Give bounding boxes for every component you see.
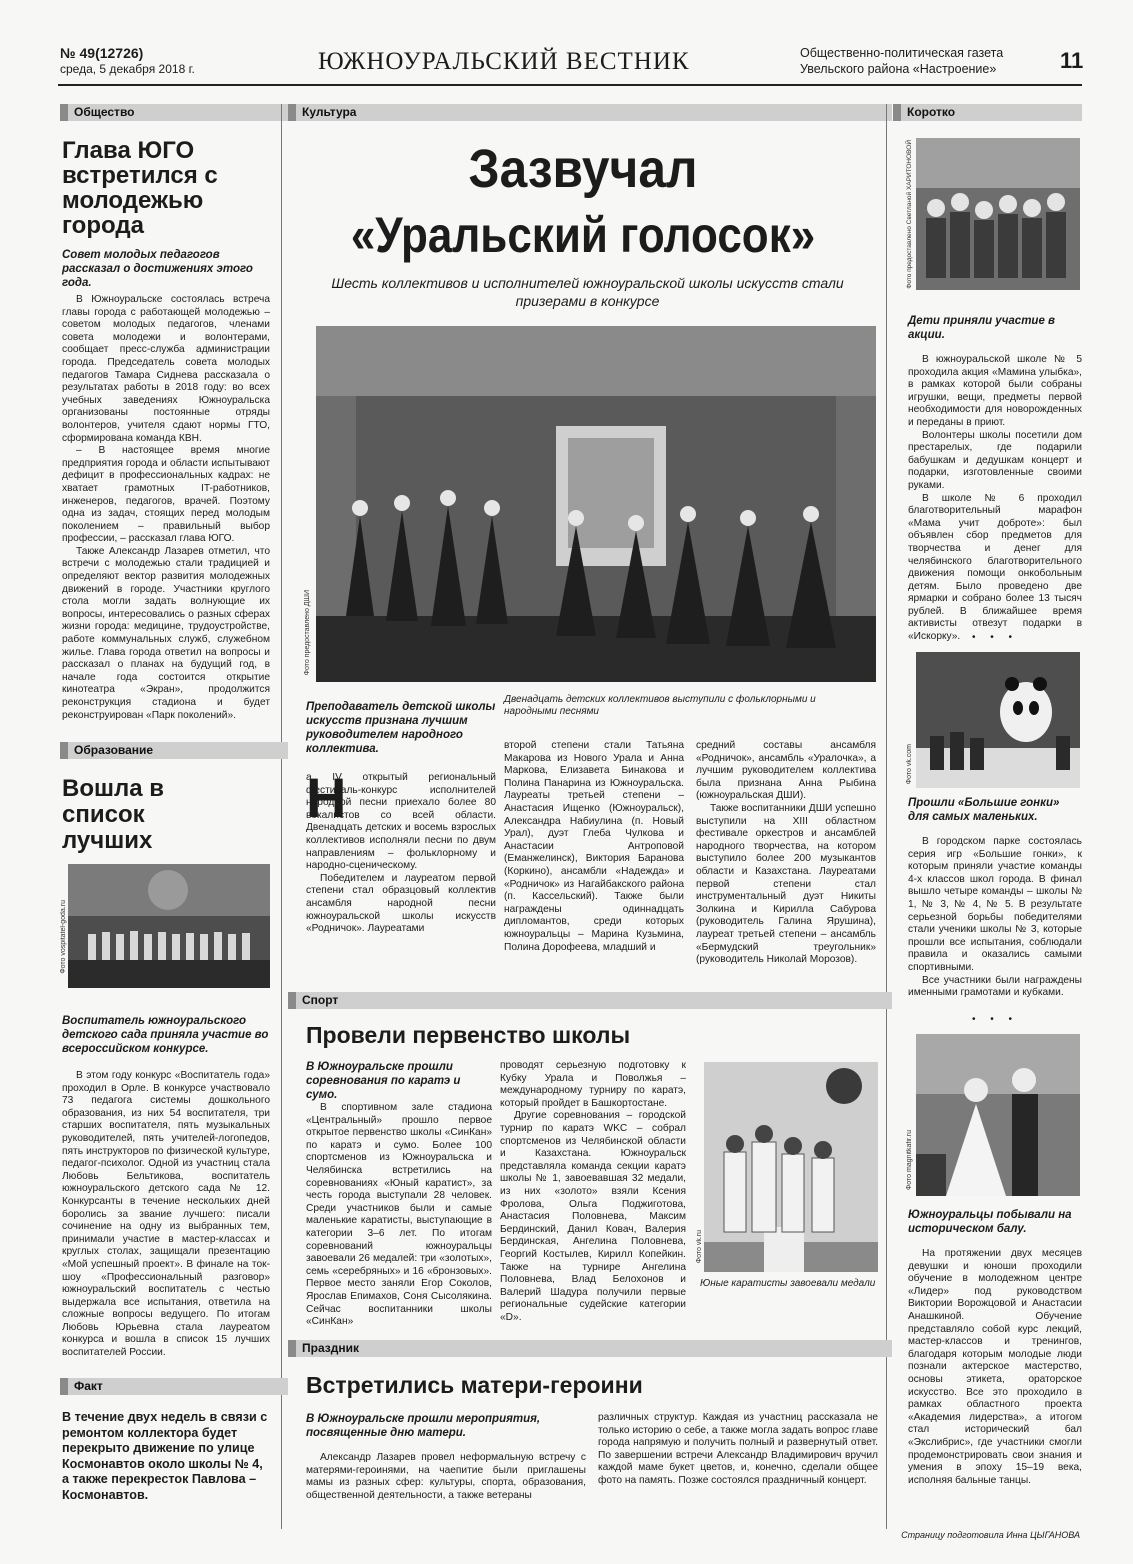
sport-photo bbox=[704, 1062, 878, 1272]
section-separator: • • • bbox=[971, 632, 1019, 643]
briefly-item1-lead-box bbox=[908, 314, 1080, 342]
education-lead-box bbox=[62, 1014, 270, 1056]
paragraph: Другие соревнования – городской турнир по каратэ WKC – собрал спортсменов из Челябинской области и Казахстана. Южноуральск представляла команда секции каратэ школы № 1, завоевавшая 32 медали, из них «золото» взяли Ксения Фролова, Ольга Поджиготова, Анастасия Половнева, Максим Бердинский, Данил Ковач, Валерия Бердинская, Ангелина Половнева, Георгий Костылев, Кирилл Копейкин. Также на турнире Ангелина Половнева, Влад Белохонов и Валерий Шадура получили первые региональные судейские категории «D». bbox=[500, 1110, 686, 1323]
culture-dropcap: Н bbox=[306, 766, 347, 829]
paragraph: Победителем и лауреатом первой степени стал образцовый коллектив ансамбля народной песни южноуральской школы искусств «Родничок». Лауреатами bbox=[306, 872, 496, 935]
paragraph: – В настоящее время многие предприятия города и области испытывают дефицит в профессиональных кадрах: не хватает грамотных IT-работников, инженеров, педагогов, врачей. Поэтому одна из задач, стоящих перед молодым поколением – правильный выбор профессии, – рассказал глава ЮГО. bbox=[62, 445, 270, 545]
culture-photo-caption: Двенадцать детских коллективов выступили с фольклорными и народными песнями bbox=[504, 694, 816, 717]
paragraph: Также Александр Лазарев отметил, что встречи с молодежью стали традицией и определяют вектор развития молодежных движений в городе. Участники круглого стола могли задать волнующие их вопросы, интересовались о разных сферах жизни города: медицине, трудоустройстве, работе коммунальных служб, служебном жилье. Глава города ответил на вопросы и рассказал о планах на будущий год, в начале года состоится открытие кинотеатра «Экран», продолжится реконструкция стадиона и будет реконструирован «Парк поколений». bbox=[62, 545, 270, 721]
header-rule bbox=[58, 84, 1082, 86]
rubric-briefly: Коротко bbox=[893, 104, 1082, 121]
column-divider bbox=[281, 104, 282, 1529]
paragraph: В этом году конкурс «Воспитатель года» проходил в Орле. В конкурсе участвовало 73 педагога системы дошкольного образования, из них 54 воспитателя, три старших воспитателя, пять музыкальных руководителей, пять учителей-логопедов, пять инструкторов по физической культуре, педагог-психолог. Одной из участниц стала Любовь Бельтикова, воспитатель южноуральского детского сада № 12. Конкурсанты в течение нескольких дней боролись за звание лучшего: писали сочинение на одну из выбранных тем, принимали участие в мастер-классах и круглых столах, защищали презентацию «Мой успешный проект». В финале на ток-шоу «Профессиональный разговор» южноуральский воспитатель с честью выдержала все испытания, ответила на сложные вопросы ведущего. По итогам Любовь Юрьевна стала лауреатом конкурса и вошла в список 15 лучших воспитателей России. bbox=[62, 1070, 270, 1359]
education-lead: Воспитатель южноуральского детского сада приняла участие во всероссийском конкурсе. bbox=[62, 1015, 269, 1055]
section-separator: • • • bbox=[971, 1014, 1019, 1025]
paragraph: Все участники были награждены именными грамотами и кубками. bbox=[908, 974, 1082, 999]
issue-number: № 49(12726) bbox=[60, 45, 144, 61]
culture-col2 bbox=[504, 740, 684, 954]
paper-desc-line2: Увельского района «Настроение» bbox=[800, 62, 997, 76]
panda-mascot-photo-graphic bbox=[916, 652, 1080, 788]
society-lead-box bbox=[62, 248, 270, 290]
holiday-col2 bbox=[598, 1412, 878, 1488]
briefly-photo1 bbox=[916, 138, 1080, 290]
historical-ball-photo-graphic bbox=[916, 1034, 1080, 1196]
paragraph: На протяжении двух месяцев девушки и юноши проходили обучение в молодежном центре «Лидер» под руководством Виктории Ворожцовой и Анастасии Анашкиной. Обучение представляло собой курс лекций, мастер-классов и тренингов, благодаря которым молодые люди познали актерское мастерство, основы этикета, ораторское искусство. Все это проходило в рамках областного проекта «Академия лидерства», а итогом стал исторический бал «Экслибрис», где участники смогли продемонстрировать свои знания и умения в эпоху 15–19 века, исполняя бальные танцы. bbox=[908, 1248, 1082, 1486]
rubric-society: Общество bbox=[60, 104, 288, 121]
paragraph: В Южноуральске состоялась встреча главы города с работающей молодежью – советом молодых педагогов, членами совета молодежи и волонтерами, сообщает пресс-служба администрации города. Председатель совета молодых педагогов Тамара Сиднева рассказала о результатах работы в 2018 году: во всех учебных заведениях Южноуральска организованы постоянные отряды волонтеров, учителя сдают нормы ГТО, сформирована команда КВН. bbox=[62, 294, 270, 444]
briefly-photo3 bbox=[916, 1034, 1080, 1196]
culture-headline-line2: «Уральский голосок» bbox=[350, 207, 816, 263]
briefly-item1-lead: Дети приняли участие в акции. bbox=[908, 315, 1055, 341]
education-headline: Вошла в список лучших bbox=[62, 775, 165, 854]
page-number: 11 bbox=[1060, 48, 1084, 73]
education-photo bbox=[68, 864, 270, 988]
sport-col2 bbox=[500, 1060, 686, 1324]
paragraph: Также воспитанники ДШИ успешно выступили на XIII областном фестивале оркестров и ансамблей народного творчества, на котором выступило более 200 музыкантов области и Казахстана. Лауреатами первой степени стал инструментальный дуэт Никиты Золкина и Кирилла Сабурова (руководитель Галина Ярушина), лауреат третьей степени – ансамбль «Бермудский треугольник» (руководитель Николай Морозов). bbox=[696, 802, 876, 966]
culture-col1 bbox=[306, 766, 496, 936]
paragraph: проводят серьезную подготовку к Кубку Урала и Поволжья – международному турниру по каратэ, который пройдет в Башкортостане. bbox=[500, 1060, 686, 1109]
rubric-sport: Спорт bbox=[288, 992, 892, 1009]
paragraph: Волонтеры школы посетили дом престарелых, где подарили бабушкам и дедушкам концерт и подарки, изготовленные своими руками. bbox=[908, 429, 1082, 491]
briefly-item2-lead-box bbox=[908, 796, 1082, 824]
briefly-photo3-credit: Фото magnitkafir.ru bbox=[906, 1130, 913, 1191]
holiday-lead-box bbox=[306, 1412, 586, 1440]
culture-subhead: Шесть коллективов и исполнителей южноуральской школы искусств стали призерами в конкурсе bbox=[331, 275, 844, 309]
sport-lead-box bbox=[306, 1060, 492, 1102]
sport-col1 bbox=[306, 1102, 492, 1329]
culture-headline-line1: Зазвучал bbox=[468, 139, 698, 199]
culture-lead: Преподаватель детской школы искусств признана лучшим руководителем народного коллектива. bbox=[306, 701, 496, 755]
briefly-photo1-credit: Фото предоставлено Светланой ХАРИТОНОВОЙ bbox=[906, 140, 913, 289]
stage-photo-graphic bbox=[68, 864, 270, 988]
briefly-item3-lead-box bbox=[908, 1208, 1082, 1236]
paper-desc-line1: Общественно-политическая газета bbox=[800, 46, 1004, 60]
paragraph: В школе № 6 проходил благотворительный марафон «Мама учит доброте»: был объявлен сбор предметов для творчества и денег для челябинского благотворительного движения помощи онкобольным детям. Было проведено две ярмарки и собрано более 13 тысяч рублей. В ближайшее время активисты отвезут подарки в «Искорку». bbox=[908, 492, 1082, 643]
rubric-holiday: Праздник bbox=[288, 1340, 892, 1357]
paragraph: В городском парке состоялась серия игр «Большие гонки», к которым приняли участие команды 4-х классов школ города. В финал вышло четыре команды – школы № 1, № 3, № 4, № 5. В результате серьезной борьбы победителями стали ученики школы № 3, которые прошли все испытания, соблюдали правила и оказались самыми спортивными. bbox=[908, 836, 1082, 973]
issue-date: среда, 5 декабря 2018 г. bbox=[60, 62, 195, 76]
holiday-lead: В Южноуральске прошли мероприятия, посвященные дню матери. bbox=[306, 1413, 541, 1439]
briefly-item2-body bbox=[908, 836, 1082, 1000]
briefly-item2-lead: Прошли «Большие гонки» для самых маленьких. bbox=[908, 797, 1060, 823]
holiday-headline: Встретились матери-героини bbox=[306, 1372, 643, 1398]
sport-headline: Провели первенство школы bbox=[306, 1022, 631, 1048]
paragraph: различных структур. Каждая из участниц рассказала не только историю о себе, а также могла задать вопрос главе города напрямую и получить полный и развернутый ответ. По завершении встречи Александр Владимирович вручил каждой маме букет цветов, и, конечно, сделали общее фото на память. Позже состоялся праздничный концерт. bbox=[598, 1412, 878, 1486]
paragraph: Александр Лазарев провел неформальную встречу с матерями-героинями, на чаепитие были приглашены мамы из разных сфер: культуры, спорта, образования, общественной деятельности, а также ветераны bbox=[306, 1452, 586, 1501]
society-headline: Глава ЮГО встретился с молодежью города bbox=[62, 137, 218, 239]
briefly-item1-body bbox=[908, 354, 1082, 644]
paragraph: В спортивном зале стадиона «Центральный» прошло первое открытое первенство школы «СинКан» по каратэ и сумо. Более 100 спортсменов из Южноуральска и Челябинска встретились на соревнованиях «Юный каратист», за честь города выступали 28 человек. Среди участников были и самые маленькие каратисты, выступающие в категории 3–6 лет. По итогам соревнований южноуральцы завоевали 26 медалей: три «золотых», семь «серебряных» и 16 «бронзовых». Первое место заняли Егор Соколов, Ярослав Епимахов, Соня Сысолякина. Сейчас воспитанники школы «СинКан» bbox=[306, 1102, 492, 1328]
culture-photo bbox=[316, 326, 876, 682]
paper-title: ЮЖНОУРАЛЬСКИЙ ВЕСТНИК bbox=[318, 48, 690, 75]
sport-photo-caption: Юные каратисты завоевали медали bbox=[700, 1278, 876, 1289]
rubric-education: Образование bbox=[60, 742, 288, 759]
page-prepared-by: Страницу подготовила Инна ЦЫГАНОВА bbox=[901, 1530, 1080, 1540]
society-body bbox=[62, 294, 270, 722]
culture-lead-box bbox=[306, 700, 496, 756]
education-body bbox=[62, 1070, 270, 1360]
column-divider bbox=[886, 104, 887, 1529]
karate-podium-photo-graphic bbox=[704, 1062, 878, 1272]
holiday-col1 bbox=[306, 1452, 586, 1502]
culture-col3 bbox=[696, 740, 876, 967]
society-lead: Совет молодых педагогов рассказал о достижениях этого года. bbox=[62, 249, 253, 289]
briefly-photo2-credit: Фото vk.com bbox=[906, 744, 913, 785]
culture-photo-credit: Фото предоставлено ДШИ bbox=[304, 590, 311, 676]
briefly-item3-lead: Южноуральцы побывали на историческом балу. bbox=[908, 1209, 1072, 1235]
fact-text: В течение двух недель в связи с ремонтом коллектора будет перекрыто движение по улице Космонавтов около школы № 4, а также перекресток Павлова – Космонавтов. bbox=[62, 1410, 268, 1502]
folk-ensemble-photo-graphic bbox=[316, 326, 876, 682]
paragraph: средний составы ансамбля «Родничок», ансамбль «Уралочка», а лучшим руководителем коллектива была признана Анна Рыбина (южноуральская ДШИ). bbox=[696, 740, 876, 802]
paragraph: второй степени стали Татьяна Макарова из Нового Урала и Анна Маркова, Елизавета Бинакова и Полина Панарина из Южноуральска. Лауреаты третьей степени – Анастасия Ищенко (Южноуральск), Александра Набиулина (п. Новый Урал), дуэт Глеба Чулкова и Анастасии Антроповой (Еманжелинск), Виктория Баранова (Коркино), ансамбли «Надежда» и «Родничок» из Нагайбакского района (п. Кассельский). Также были награждены одиннадцать дипломантов, среди которых южноуральцы – Марина Кузьмина, Полина Дорофеева, младший и bbox=[504, 740, 684, 953]
briefly-photo2 bbox=[916, 652, 1080, 788]
children-group-photo-graphic bbox=[916, 138, 1080, 290]
rubric-fact: Факт bbox=[60, 1378, 288, 1395]
briefly-item3-body bbox=[908, 1248, 1082, 1487]
sport-lead: В Южноуральске прошли соревнования по каратэ и сумо. bbox=[306, 1061, 461, 1101]
sport-photo-credit: Фото vk.ru bbox=[696, 1230, 703, 1264]
paragraph: В южноуральской школе № 5 проходила акция «Мамина улыбка», в рамках которой были собраны игрушки, вещи, предметы первой необходимости для новорожденных и переданы в приют. bbox=[908, 354, 1082, 428]
paragraph: а IV открытый региональный фестиваль-конкурс исполнителей народной песни приехало более 80 вокалистов со всей области. Двенадцать детских и восемь взрослых коллективов исполняли песни по двум направлениям – фольклорному и народно-сценическому. bbox=[306, 772, 496, 872]
rubric-culture: Культура bbox=[288, 104, 892, 121]
education-photo-credit: Фото vospitatel-goda.ru bbox=[60, 900, 67, 974]
